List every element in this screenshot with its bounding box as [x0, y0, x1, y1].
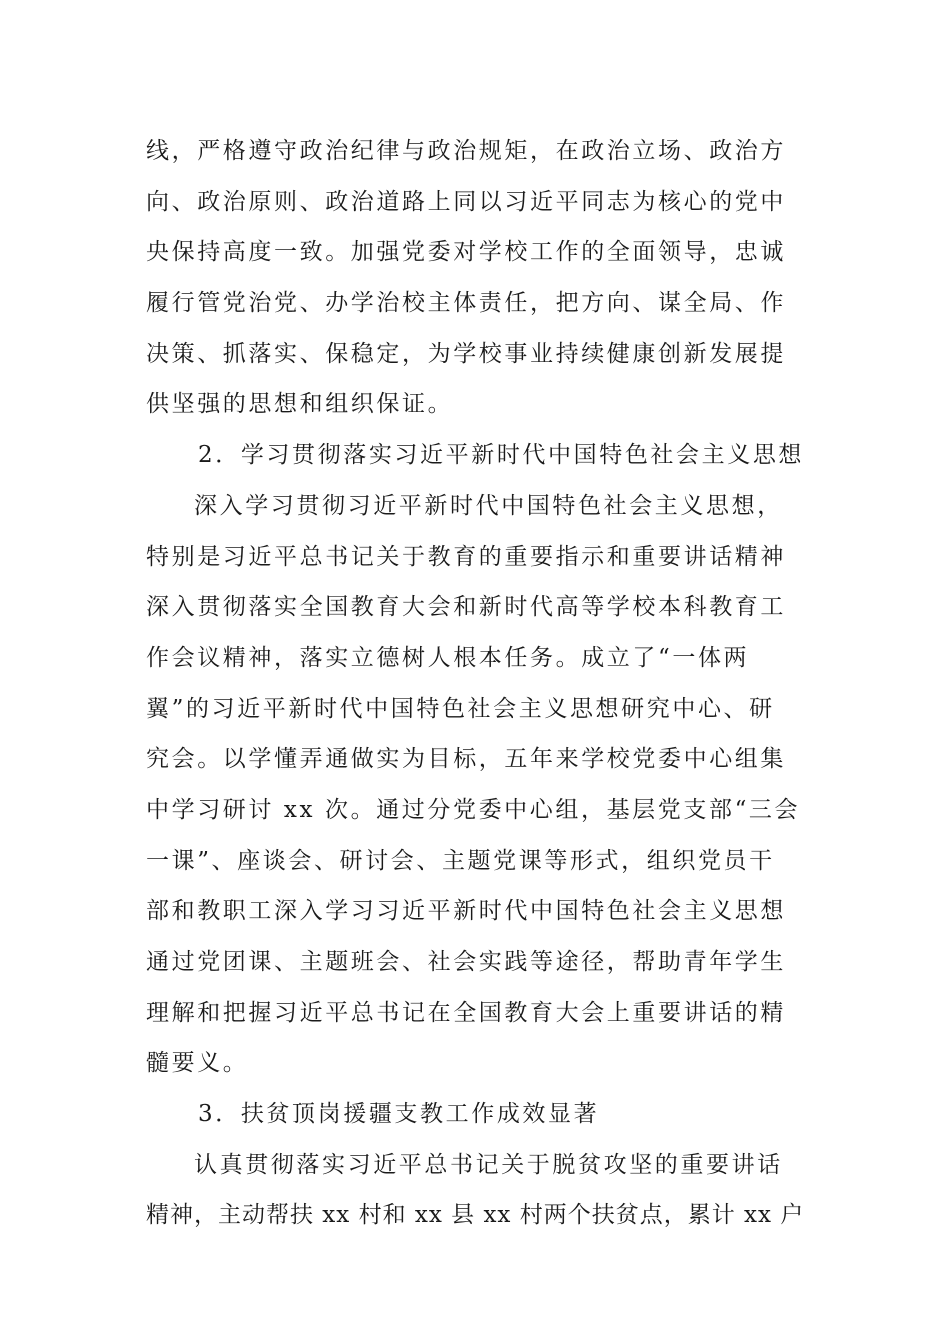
section-heading-2: 2．学习贯彻落实习近平新时代中国特色社会主义思想 [198, 442, 805, 469]
paragraph-2-line: 深入学习贯彻习近平新时代中国特色社会主义思想， [194, 492, 783, 519]
document-body [146, 126, 806, 1241]
paragraph-3-line: 精神，主动帮扶 xx 村和 xx 县 xx 村两个扶贫点，累计 xx 户 [146, 1202, 805, 1229]
paragraph-1-line: 供坚强的思想和组织保证。 [146, 391, 454, 418]
paragraph-1-line: 履行管党治党、办学治校主体责任，把方向、谋全局、作 [146, 290, 786, 317]
paragraph-2-line: 通过党团课、主题班会、社会实践等途径，帮助青年学生 [146, 949, 786, 975]
paragraph-2-line: 特别是习近平总书记关于教育的重要指示和重要讲话精神 [146, 543, 786, 570]
paragraph-2-line: 作会议精神，落实立德树人根本任务。成立了“一体两 [146, 644, 750, 671]
paragraph-3-line: 认真贯彻落实习近平总书记关于脱贫攻坚的重要讲话 [194, 1151, 783, 1178]
paragraph-2-line: 中学习研讨 xx 次。通过分党委中心组，基层党支部“三会 [146, 796, 801, 823]
paragraph-2-line: 究会。以学懂弄通做实为目标，五年来学校党委中心组集 [146, 746, 786, 773]
paragraph-2-line: 一课”、座谈会、研讨会、主题党课等形式，组织党员干 [146, 847, 775, 874]
paragraph-1-line: 决策、抓落实、保稳定，为学校事业持续健康创新发展提 [146, 340, 786, 367]
paragraph-1-line: 向、政治原则、政治道路上同以习近平同志为核心的党中 [146, 188, 786, 215]
paragraph-1-line: 央保持高度一致。加强党委对学校工作的全面领导，忠诚 [146, 239, 786, 266]
paragraph-2-line: 部和教职工深入学习习近平新时代中国特色社会主义思想 [146, 898, 786, 925]
paragraph-2-line: 髓要义。 [146, 1050, 249, 1077]
section-heading-3: 3．扶贫顶岗援疆支教工作成效显著 [198, 1101, 600, 1128]
paragraph-2-line: 翼”的习近平新时代中国特色社会主义思想研究中心、研 [146, 695, 775, 722]
paragraph-2-line: 深入贯彻落实全国教育大会和新时代高等学校本科教育工 [146, 594, 786, 621]
paragraph-1-line: 线，严格遵守政治纪律与政治规矩，在政治立场、政治方 [146, 138, 786, 164]
paragraph-2-line: 理解和把握习近平总书记在全国教育大会上重要讲话的精 [146, 999, 786, 1026]
